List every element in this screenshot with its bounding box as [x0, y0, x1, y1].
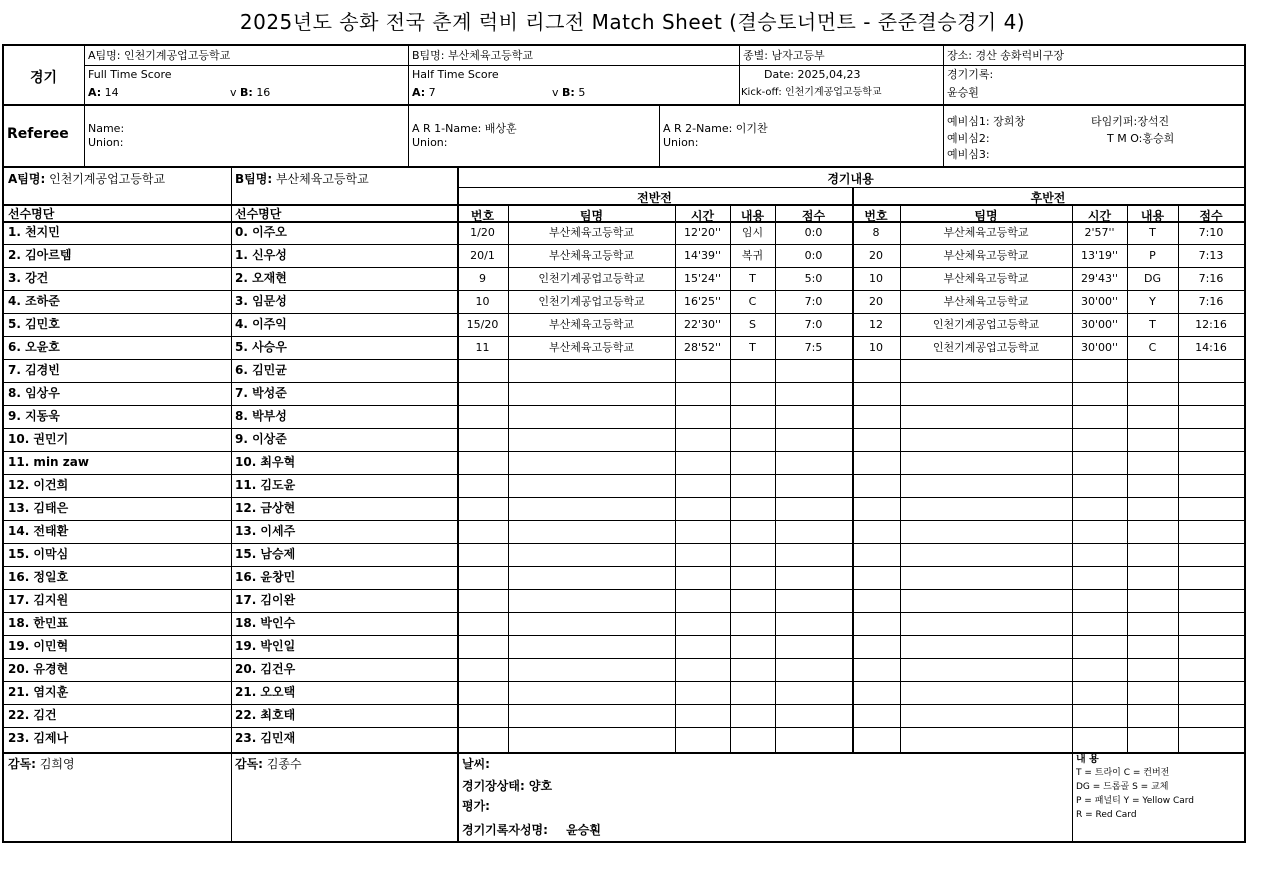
full-time-label: Full Time Score — [88, 68, 172, 81]
player-a: 5. 김민호 — [8, 317, 60, 331]
evaluation: 평가: — [462, 799, 490, 813]
player-b: 23. 김민재 — [235, 731, 296, 745]
legend-title: 내 용 — [1076, 754, 1099, 765]
player-b: 10. 최우혁 — [235, 455, 296, 469]
first-half-title: 전반전 — [637, 191, 672, 205]
ft-b-label: B: — [240, 86, 253, 99]
player-a: 17. 김지원 — [8, 593, 69, 607]
first-half-event-content: 임시 — [741, 226, 764, 239]
player-b: 0. 이주오 — [235, 225, 287, 239]
first-half-event-time: 15'24'' — [683, 272, 722, 285]
first-half-event-number: 15/20 — [466, 318, 499, 331]
team-a-name-value: 인천기계공업고등학교 — [49, 172, 166, 186]
first-half-header-score: 점수 — [801, 209, 826, 223]
first-half-event-time: 12'20'' — [683, 226, 722, 239]
second-half-event-number: 20 — [869, 295, 883, 308]
ft-a-label: A: — [88, 86, 102, 99]
legend-line: P = 패널티 Y = Yellow Card — [1076, 796, 1195, 806]
player-a: 12. 이건희 — [8, 478, 69, 492]
first-half-header-content: 내용 — [740, 209, 765, 223]
player-a: 11. min zaw — [8, 455, 89, 469]
second-half-event-score: 7:16 — [1198, 272, 1224, 285]
first-half-event-score: 5:0 — [804, 272, 823, 285]
first-half-event-score: 7:5 — [804, 341, 823, 354]
second-half-event-number: 10 — [869, 272, 883, 285]
first-half-event-time: 28'52'' — [683, 341, 722, 354]
ar2-union: Union: — [663, 136, 699, 149]
first-half-event-score: 0:0 — [804, 226, 823, 239]
team-b-name: B팀명: 부산체육고등학교 — [412, 49, 534, 62]
player-a: 15. 이막심 — [8, 547, 69, 561]
second-half-title: 후반전 — [1030, 191, 1066, 205]
tmo: T M O:홍승희 — [1107, 132, 1175, 145]
player-a: 19. 이민혁 — [8, 639, 69, 653]
ht-b-score: 5 — [578, 86, 586, 99]
legend-line: DG = 드롭골 S = 교체 — [1076, 782, 1169, 792]
ht-v: v — [552, 86, 559, 99]
second-half-event-team: 부산체육고등학교 — [943, 226, 1029, 239]
first-half-event-score: 7:0 — [804, 295, 823, 308]
referee-name: Name: — [88, 122, 125, 135]
first-half-event-team: 부산체육고등학교 — [548, 341, 634, 354]
player-b: 22. 최호태 — [235, 708, 296, 722]
reserve-referee-2: 예비심2: — [947, 132, 990, 145]
reserve-referee-3: 예비심3: — [947, 148, 990, 161]
player-b: 4. 이주익 — [235, 317, 287, 331]
second-half-event-score: 7:13 — [1198, 249, 1224, 262]
player-a: 14. 전태환 — [8, 524, 69, 538]
second-half-event-content: T — [1149, 226, 1156, 239]
player-a: 10. 권민기 — [8, 432, 69, 446]
player-b: 18. 박인수 — [235, 616, 296, 630]
second-half-event-score: 7:10 — [1198, 226, 1224, 239]
ht-b-label: B: — [562, 86, 575, 99]
player-a: 13. 김태은 — [8, 501, 69, 515]
second-half-event-time: 30'00'' — [1080, 341, 1119, 354]
first-half-event-number: 11 — [475, 341, 490, 354]
player-b: 20. 김건우 — [235, 662, 296, 676]
second-half-event-number: 12 — [869, 318, 883, 331]
first-half-header-number: 번호 — [470, 209, 495, 223]
player-b: 7. 박성준 — [235, 386, 287, 400]
team-a-name: A팀명: 인천기계공업고등학교 — [88, 49, 231, 62]
player-b: 5. 사승우 — [235, 340, 287, 354]
venue: 장소: 경산 송화럭비구장 — [947, 49, 1064, 62]
second-half-event-time: 30'00'' — [1080, 295, 1119, 308]
second-half-event-content: P — [1149, 249, 1156, 262]
first-half-event-number: 10 — [475, 295, 490, 308]
roster-b-header: 선수명단 — [235, 207, 282, 221]
ar1-union: Union: — [412, 136, 448, 149]
ft-v: v — [230, 86, 237, 99]
referee-union: Union: — [88, 136, 124, 149]
page-title: 2025년도 송화 전국 춘계 럭비 리그전 Match Sheet (결승토너먼트 - 준준결승경기 4) — [239, 10, 1026, 34]
roster-a-header: 선수명단 — [8, 207, 55, 221]
second-half-event-score: 12:16 — [1195, 318, 1227, 331]
recorder-signature-label: 경기기록자성명: — [462, 823, 548, 837]
half-time-score — [412, 86, 436, 99]
ar2-name: A R 2-Name: 이기찬 — [663, 122, 768, 135]
referee-label: Referee — [7, 126, 69, 142]
first-half-event-team: 인천기계공업고등학교 — [538, 272, 645, 285]
first-half-event-time: 16'25'' — [683, 295, 722, 308]
second-half-event-team: 인천기계공업고등학교 — [932, 341, 1040, 354]
player-a: 23. 김제나 — [8, 731, 69, 745]
coach-b-label: 감독: — [235, 757, 263, 771]
ft-a-score: 14 — [104, 86, 119, 99]
ht-a-label: A: — [412, 86, 426, 99]
ft-b-score: 16 — [256, 86, 271, 99]
team-a-header — [8, 170, 165, 187]
match-date: Date: 2025,04,23 — [764, 68, 861, 81]
first-half-event-score: 7:0 — [804, 318, 823, 331]
player-a: 9. 지동욱 — [8, 409, 60, 423]
coach-a-label: 감독: — [8, 757, 36, 771]
player-a: 8. 임상우 — [8, 386, 60, 400]
first-half-event-content: S — [749, 318, 756, 331]
second-half-event-number: 20 — [869, 249, 883, 262]
player-b: 3. 임문성 — [235, 294, 287, 308]
recorder-signature — [462, 821, 601, 838]
first-half-event-team: 부산체육고등학교 — [548, 249, 634, 262]
second-half-event-team: 부산체육고등학교 — [943, 295, 1029, 308]
first-half-event-content: T — [749, 341, 756, 354]
second-half-event-number: 8 — [872, 226, 880, 239]
recorder-signature-name: 윤승훤 — [566, 823, 601, 837]
second-half-header-number: 번호 — [864, 209, 888, 223]
second-half-event-time: 29'43'' — [1080, 272, 1119, 285]
player-b: 11. 김도윤 — [235, 478, 296, 492]
player-b: 2. 오재현 — [235, 271, 287, 285]
first-half-event-number: 20/1 — [470, 249, 495, 262]
match-sheet — [2, 44, 1246, 843]
ground-condition: 경기장상태: 양호 — [462, 779, 553, 793]
coach-b-name: 김종수 — [266, 757, 302, 771]
second-half-event-content: DG — [1144, 272, 1161, 285]
player-a: 20. 유경현 — [8, 662, 69, 676]
second-half-header-content: 내용 — [1140, 209, 1165, 223]
player-a: 1. 천지민 — [8, 225, 60, 239]
player-a: 6. 오윤호 — [8, 340, 60, 354]
recorder-name: 윤승훤 — [947, 86, 979, 99]
match-label: 경기 — [30, 70, 58, 86]
first-half-event-team: 부산체육고등학교 — [548, 226, 634, 239]
weather: 날씨: — [462, 757, 490, 771]
player-b: 12. 금상현 — [235, 501, 296, 515]
player-b: 1. 신우성 — [235, 248, 287, 262]
second-half-event-time: 30'00'' — [1080, 318, 1119, 331]
second-half-event-team: 부산체육고등학교 — [943, 272, 1029, 285]
second-half-event-team: 인천기계공업고등학교 — [932, 318, 1040, 331]
player-a: 2. 김아르템 — [8, 248, 72, 262]
second-half-event-content: T — [1149, 318, 1156, 331]
recorder-label: 경기기록: — [947, 68, 994, 81]
legend-line: T = 트라이 C = 컨버전 — [1076, 768, 1170, 778]
second-half-event-number: 10 — [869, 341, 883, 354]
half-time-label: Half Time Score — [412, 68, 499, 81]
second-half-event-score: 14:16 — [1195, 341, 1227, 354]
team-a-label: A팀명: — [8, 172, 46, 186]
first-half-event-team: 부산체육고등학교 — [548, 318, 634, 331]
ar1-name: A R 1-Name: 배상훈 — [412, 122, 517, 135]
first-half-header-team: 팀명 — [579, 209, 604, 223]
first-half-header-time: 시간 — [690, 209, 715, 223]
reserve-referee-1: 예비심1: 장희창 — [947, 115, 1025, 128]
player-b: 9. 이상준 — [235, 432, 287, 446]
coach-a-name: 김희영 — [39, 757, 75, 771]
team-b-label: B팀명: — [235, 172, 273, 186]
first-half-event-number: 9 — [479, 272, 486, 285]
player-a: 7. 김경빈 — [8, 363, 60, 377]
player-b: 17. 김이완 — [235, 593, 296, 607]
player-a: 21. 염지훈 — [8, 685, 69, 699]
player-a: 3. 강건 — [8, 271, 49, 285]
first-half-event-time: 14'39'' — [683, 249, 722, 262]
ht-b-score-group — [552, 86, 585, 99]
player-a: 18. 한민표 — [8, 616, 69, 630]
first-half-event-number: 1/20 — [470, 226, 495, 239]
coach-b — [235, 755, 302, 772]
second-half-header-score: 점수 — [1199, 209, 1223, 223]
player-b: 19. 박인일 — [235, 639, 296, 653]
first-half-event-content: 복귀 — [741, 249, 764, 262]
player-a: 16. 정일호 — [8, 570, 69, 584]
first-half-event-content: T — [749, 272, 756, 285]
player-b: 21. 오오택 — [235, 685, 296, 699]
first-half-event-content: C — [748, 295, 757, 308]
category: 종별: 남자고등부 — [743, 49, 825, 62]
player-a: 4. 조하준 — [8, 294, 60, 308]
second-half-event-content: Y — [1149, 295, 1156, 308]
ft-b-score-group — [230, 86, 270, 99]
events-section-title: 경기내용 — [827, 172, 874, 186]
second-half-header-team: 팀명 — [974, 209, 998, 223]
ht-a-score: 7 — [428, 86, 436, 99]
second-half-event-content: C — [1148, 341, 1157, 354]
legend-line: R = Red Card — [1076, 810, 1137, 820]
team-b-header — [235, 170, 369, 187]
player-a: 22. 김건 — [8, 708, 57, 722]
timekeeper: 타임키퍼:장석진 — [1091, 115, 1170, 128]
second-half-event-score: 7:16 — [1198, 295, 1224, 308]
second-half-event-team: 부산체육고등학교 — [943, 249, 1029, 262]
first-half-event-score: 0:0 — [804, 249, 823, 262]
kickoff: Kick-off: 인천기계공업고등학교 — [741, 87, 882, 98]
team-b-name-value: 부산체육고등학교 — [275, 172, 369, 186]
player-b: 16. 윤창민 — [235, 570, 296, 584]
second-half-event-time: 13'19'' — [1080, 249, 1119, 262]
player-b: 15. 남승제 — [235, 547, 296, 561]
first-half-event-team: 인천기계공업고등학교 — [538, 295, 645, 308]
second-half-event-time: 2'57'' — [1084, 226, 1115, 239]
second-half-header-time: 시간 — [1087, 209, 1112, 223]
full-time-score — [88, 86, 119, 99]
legend — [1076, 754, 1194, 822]
player-b: 6. 김민균 — [235, 363, 287, 377]
player-b: 8. 박부성 — [235, 409, 287, 423]
first-half-event-time: 22'30'' — [683, 318, 722, 331]
player-b: 13. 이세주 — [235, 524, 296, 538]
coach-a — [8, 755, 75, 772]
